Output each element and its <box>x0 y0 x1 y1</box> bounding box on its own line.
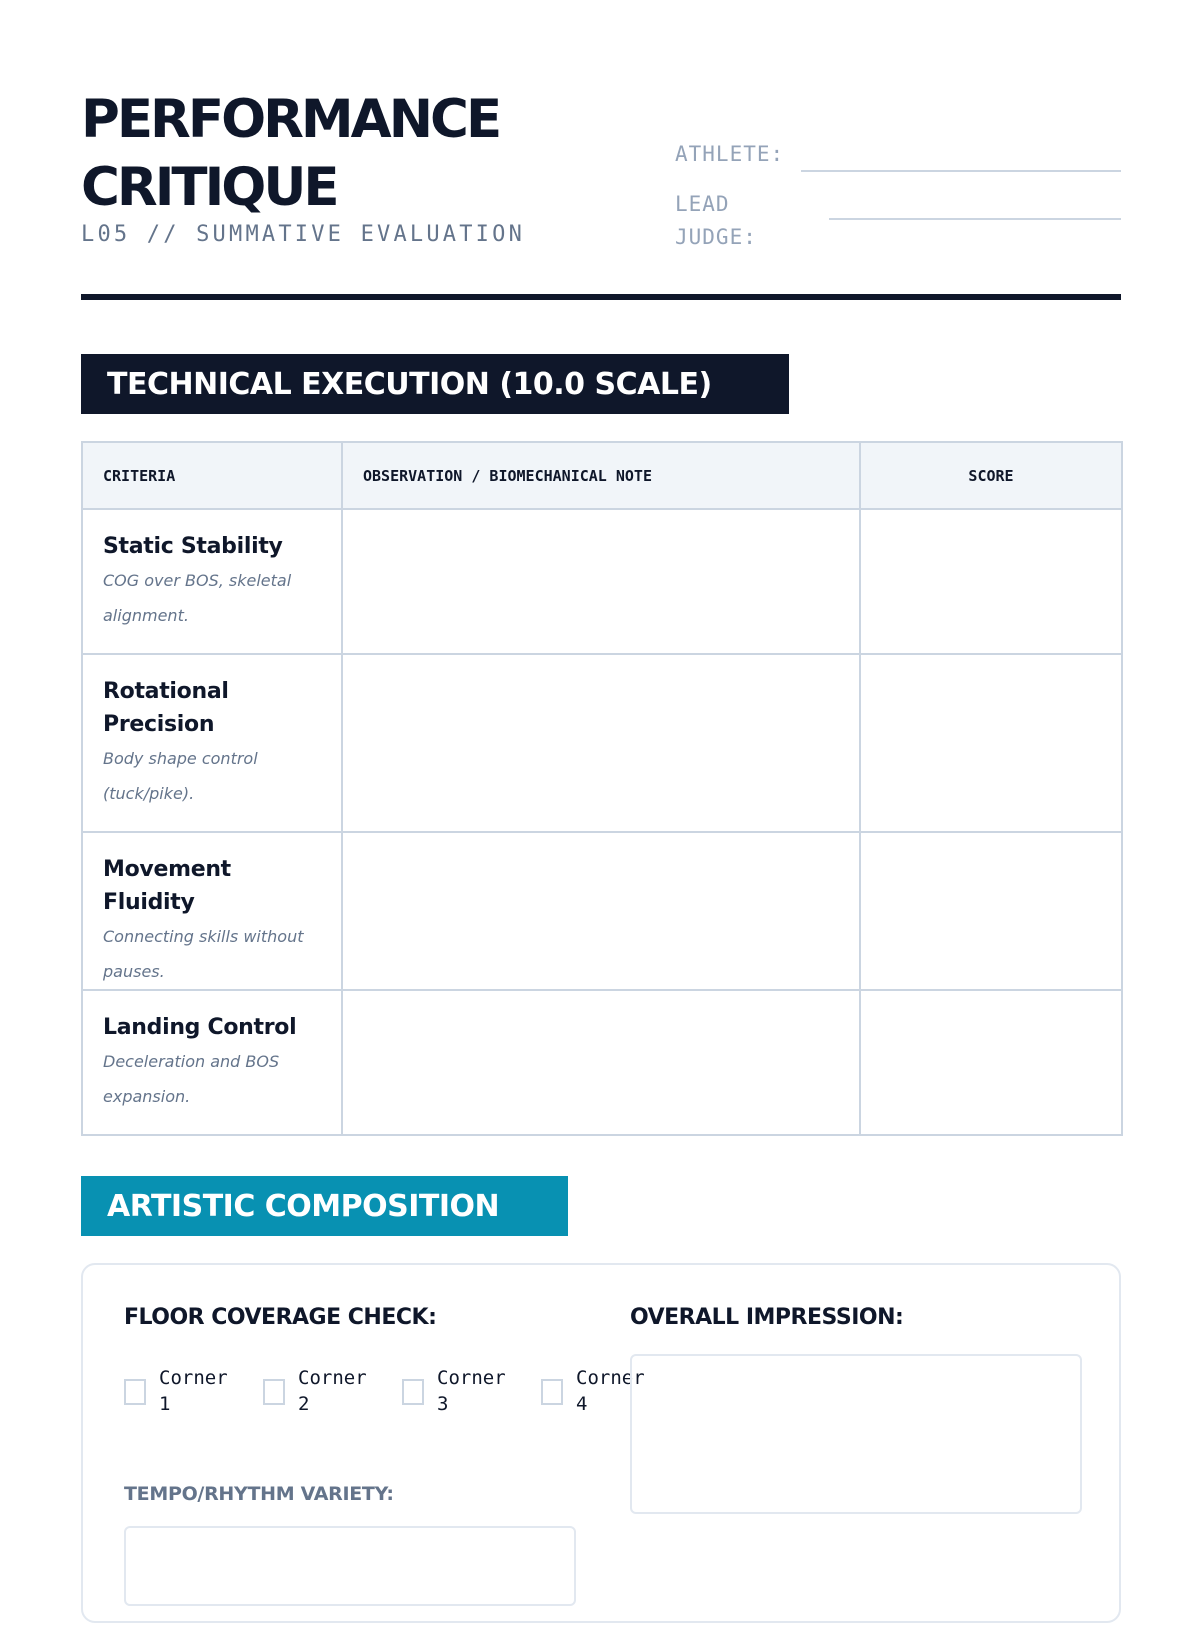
criteria-cell <box>82 654 342 832</box>
score-cell[interactable] <box>860 654 1122 832</box>
criteria-name: Rotational Precision <box>103 679 229 737</box>
score-cell[interactable] <box>860 509 1122 654</box>
overall-impression-label: OVERALL IMPRESSION: <box>630 1305 904 1330</box>
corner-option[interactable] <box>124 1365 263 1417</box>
table-row <box>82 509 1122 654</box>
corner-1-checkbox[interactable] <box>124 1379 146 1405</box>
corner-2-checkbox[interactable] <box>263 1379 285 1405</box>
technical-section-heading: TECHNICAL EXECUTION (10.0 SCALE) <box>81 354 789 414</box>
tempo-rhythm-field[interactable] <box>124 1526 576 1606</box>
column-header-score: SCORE <box>860 442 1122 509</box>
corner-label: Corner 2 <box>298 1367 367 1415</box>
criteria-name: Static Stability <box>103 534 283 559</box>
page-subtitle: L05 // SUMMATIVE EVALUATION <box>81 222 526 247</box>
artistic-section-heading: ARTISTIC COMPOSITION <box>81 1176 568 1236</box>
header-divider <box>81 294 1121 300</box>
observation-cell[interactable] <box>342 832 860 990</box>
criteria-description: Deceleration and BOS expansion. <box>103 1052 280 1106</box>
criteria-name: Movement Fluidity <box>103 857 231 915</box>
criteria-description: COG over BOS, skeletal alignment. <box>103 571 292 625</box>
corner-option[interactable] <box>263 1365 402 1417</box>
table-row <box>82 990 1122 1135</box>
corner-label: Corner 4 <box>576 1367 645 1415</box>
floor-coverage-label: FLOOR COVERAGE CHECK: <box>124 1305 437 1330</box>
criteria-table <box>81 441 1123 1136</box>
page-header <box>81 86 1121 300</box>
score-cell[interactable] <box>860 990 1122 1135</box>
lead-judge-label: LEAD JUDGE: <box>675 192 757 249</box>
criteria-description: Body shape control (tuck/pike). <box>103 749 258 803</box>
table-row <box>82 654 1122 832</box>
table-header-row <box>82 442 1122 509</box>
tempo-rhythm-label: TEMPO/RHYTHM VARIETY: <box>124 1483 394 1505</box>
lead-judge-field[interactable] <box>829 218 1121 220</box>
observation-cell[interactable] <box>342 509 860 654</box>
artistic-right-column <box>630 1305 1082 1330</box>
criteria-name: Landing Control <box>103 1015 297 1040</box>
column-header-observation: OBSERVATION / BIOMECHANICAL NOTE <box>342 442 860 509</box>
criteria-description: Connecting skills without pauses. <box>103 927 304 981</box>
criteria-cell <box>82 990 342 1135</box>
corner-3-checkbox[interactable] <box>402 1379 424 1405</box>
score-cell[interactable] <box>860 832 1122 990</box>
page-title: PERFORMANCE CRITIQUE <box>81 89 500 218</box>
criteria-cell <box>82 832 342 990</box>
corner-label: Corner 3 <box>437 1367 506 1415</box>
corner-4-checkbox[interactable] <box>541 1379 563 1405</box>
criteria-cell <box>82 509 342 654</box>
corner-option[interactable] <box>402 1365 541 1417</box>
observation-cell[interactable] <box>342 654 860 832</box>
athlete-label: ATHLETE: <box>675 142 785 166</box>
artistic-panel <box>81 1263 1121 1623</box>
athlete-field[interactable] <box>801 170 1121 172</box>
overall-impression-field[interactable] <box>630 1354 1082 1514</box>
artistic-left-column <box>124 1305 645 1635</box>
table-row <box>82 832 1122 990</box>
corner-label: Corner 1 <box>159 1367 228 1415</box>
column-header-criteria: CRITERIA <box>82 442 342 509</box>
observation-cell[interactable] <box>342 990 860 1135</box>
